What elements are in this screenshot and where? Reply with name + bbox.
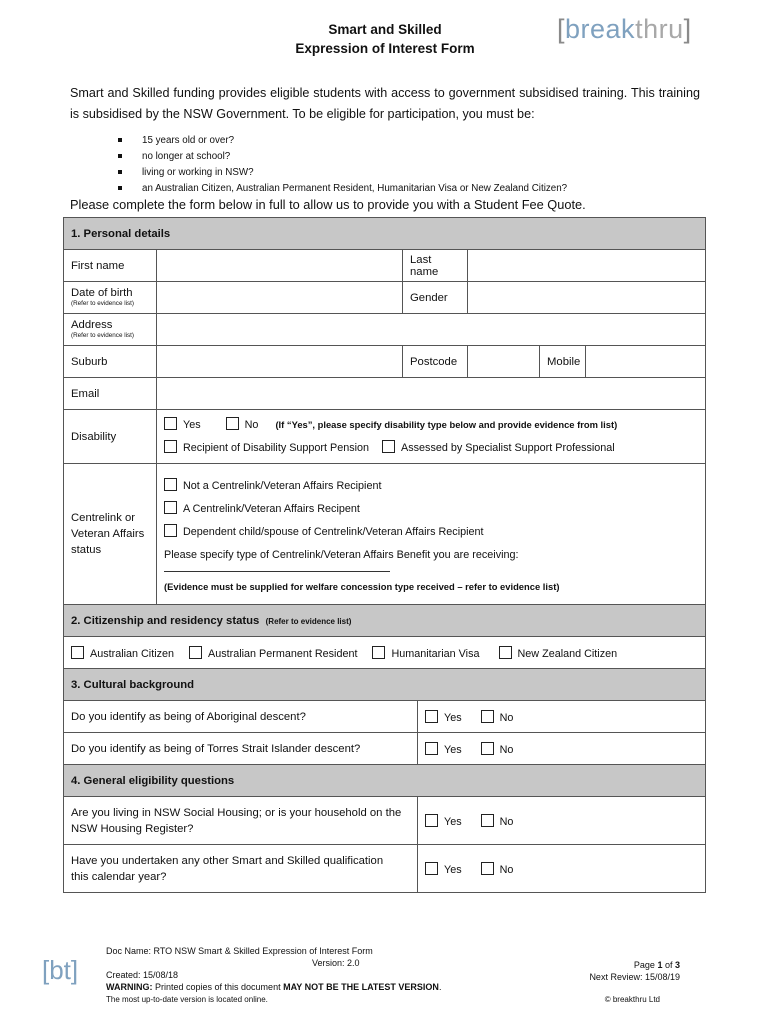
mobile-field[interactable] bbox=[586, 346, 706, 378]
specialist-assessed-checkbox[interactable] bbox=[382, 440, 395, 453]
complete-note: Please complete the form below in full to allow us to provide you with a Student Fee Quote. bbox=[70, 197, 586, 212]
warning-line: WARNING: Printed copies of this document MAY NOT BE THE LATEST VERSION. bbox=[106, 982, 442, 992]
copyright: © breakthru Ltd bbox=[604, 995, 660, 1004]
dependent-checkbox[interactable] bbox=[164, 524, 177, 537]
last-name-field[interactable] bbox=[468, 250, 706, 282]
disability-options: Yes No (If “Yes”, please specify disability type below and provide evidence from list) Recipient of Disability Support Pension Assessed by Specialist Support Professional bbox=[157, 410, 706, 464]
eoi-form-table: 1. Personal details First name Last name Date of birth (Refer to evidence list) Gender Address (Refer to evidence list) Suburb Postcode Mobile Email Disability Yes No (If “Yes”, please specify disability type below and provide evidence from list) Recipient of Disability Support Pension Assessed by Specialist Support Professional Centrelink or Veteran Affairs status Not a Centrelink/Veteran Affairs Recipient A Centrelink/Veteran Affairs Recipent Dependent child/spouse of Centrelink/Veteran Affairs Recipient Please specify type of Centrelink/Veteran Affairs Benefit you are receiving: (Evidence must be supplied for welfare concession type received – refer to evidence list) 2. Citizenship and residency status (Refer to evidence list) Australian Citizen Australian Permanent Resident Humanitarian Visa New Zealand Citizen 3. Cultural background Do you identify as being of Aboriginal descent? Yes No Do you identify as being of Torres Strait Islander descent? Yes No 4. General eligibility questions Are you living in NSW Social Housing; or is your household on the NSW Housing Register? Yes No Have you undertaken any other Smart and Skilled qualification this calendar year? Yes No bbox=[63, 217, 706, 893]
doc-name: Doc Name: RTO NSW Smart & Skilled Expression of Interest Form bbox=[106, 946, 373, 956]
not-recipient-checkbox[interactable] bbox=[164, 478, 177, 491]
section-title: 2. Citizenship and residency status bbox=[71, 614, 260, 627]
torres-strait-question: Do you identify as being of Torres Strait Islander descent? bbox=[64, 733, 418, 765]
list-item: 15 years old or over? bbox=[118, 133, 567, 149]
dob-field[interactable] bbox=[157, 282, 403, 314]
humanitarian-visa-checkbox[interactable] bbox=[372, 646, 385, 659]
address-field[interactable] bbox=[157, 314, 706, 346]
title-line-2: Expression of Interest Form bbox=[295, 41, 475, 56]
bullet-icon bbox=[118, 154, 122, 158]
dob-label: Date of birth (Refer to evidence list) bbox=[64, 282, 157, 314]
permanent-resident-checkbox[interactable] bbox=[189, 646, 202, 659]
bullet-icon bbox=[118, 186, 122, 190]
last-name-label: Last name bbox=[403, 250, 468, 282]
disability-support-pension-checkbox[interactable] bbox=[164, 440, 177, 453]
section-title: 3. Cultural background bbox=[64, 669, 706, 701]
eligibility-list bbox=[118, 133, 567, 197]
disability-no-checkbox[interactable] bbox=[226, 417, 239, 430]
torres-strait-no-checkbox[interactable] bbox=[481, 742, 494, 755]
suburb-label: Suburb bbox=[64, 346, 157, 378]
disability-yes-checkbox[interactable] bbox=[164, 417, 177, 430]
social-housing-question: Are you living in NSW Social Housing; or is your household on the NSW Housing Register? bbox=[64, 797, 418, 845]
section-2-header: 2. Citizenship and residency status (Refer to evidence list) bbox=[64, 605, 706, 637]
list-item: living or working in NSW? bbox=[118, 165, 567, 181]
postcode-label: Postcode bbox=[403, 346, 468, 378]
benefit-type-line[interactable] bbox=[164, 567, 390, 572]
suburb-field[interactable] bbox=[157, 346, 403, 378]
section-title: 1. Personal details bbox=[64, 218, 706, 250]
social-housing-yes-checkbox[interactable] bbox=[425, 814, 438, 827]
first-name-label: First name bbox=[64, 250, 157, 282]
first-name-field[interactable] bbox=[157, 250, 403, 282]
gender-label: Gender bbox=[403, 282, 468, 314]
australian-citizen-checkbox[interactable] bbox=[71, 646, 84, 659]
gender-field[interactable] bbox=[468, 282, 706, 314]
aboriginal-no-checkbox[interactable] bbox=[481, 710, 494, 723]
breakthru-logo: [breakthru] bbox=[557, 14, 692, 44]
centrelink-label: Centrelink or Veteran Affairs status bbox=[64, 464, 157, 605]
section-1-header bbox=[64, 218, 706, 250]
section-4-header bbox=[64, 765, 706, 797]
email-label: Email bbox=[64, 378, 157, 410]
other-qualification-question: Have you undertaken any other Smart and Skilled qualification this calendar year? bbox=[64, 845, 418, 893]
postcode-field[interactable] bbox=[468, 346, 540, 378]
email-field[interactable] bbox=[157, 378, 706, 410]
next-review: Next Review: 15/08/19 bbox=[589, 972, 680, 982]
footer-logo: [bt] bbox=[42, 955, 79, 985]
version: Version: 2.0 bbox=[312, 958, 360, 968]
section-title: 4. General eligibility questions bbox=[64, 765, 706, 797]
bullet-icon bbox=[118, 170, 122, 174]
nz-citizen-checkbox[interactable] bbox=[499, 646, 512, 659]
list-item: no longer at school? bbox=[118, 149, 567, 165]
bullet-icon bbox=[118, 138, 122, 142]
mobile-label: Mobile bbox=[540, 346, 586, 378]
evidence-note: (Evidence must be supplied for welfare concession type received – refer to evidence list) bbox=[164, 580, 560, 592]
torres-strait-yes-checkbox[interactable] bbox=[425, 742, 438, 755]
social-housing-no-checkbox[interactable] bbox=[481, 814, 494, 827]
citizenship-options: Australian Citizen Australian Permanent Resident Humanitarian Visa New Zealand Citizen bbox=[64, 637, 706, 669]
centrelink-options: Not a Centrelink/Veteran Affairs Recipient A Centrelink/Veteran Affairs Recipent Dependent child/spouse of Centrelink/Veteran Affairs Recipient Please specify type of Centrelink/Veteran Affairs Benefit you are receiving: (Evidence must be supplied for welfare concession type received – refer to evidence list) bbox=[157, 464, 706, 605]
list-item: an Australian Citizen, Australian Permanent Resident, Humanitarian Visa or New Zealand Citizen? bbox=[118, 181, 567, 197]
intro-paragraph: Smart and Skilled funding provides eligible students with access to government subsidised training. This training is subsidised by the NSW Government. To be eligible for participation, you must be: bbox=[70, 86, 700, 121]
recipient-checkbox[interactable] bbox=[164, 501, 177, 514]
created-date: Created: 15/08/18 bbox=[106, 970, 179, 980]
benefit-specify-label: Please specify type of Centrelink/Veteran Affairs Benefit you are receiving: bbox=[164, 548, 519, 561]
disability-label: Disability bbox=[64, 410, 157, 464]
aboriginal-yes-checkbox[interactable] bbox=[425, 710, 438, 723]
aboriginal-question: Do you identify as being of Aboriginal descent? bbox=[64, 701, 418, 733]
title-line-1: Smart and Skilled bbox=[328, 22, 442, 37]
other-qual-no-checkbox[interactable] bbox=[481, 862, 494, 875]
section-3-header bbox=[64, 669, 706, 701]
address-label: Address (Refer to evidence list) bbox=[64, 314, 157, 346]
other-qual-yes-checkbox[interactable] bbox=[425, 862, 438, 875]
online-note: The most up-to-date version is located online. bbox=[106, 995, 268, 1004]
page-number: Page 1 of 3 bbox=[633, 960, 680, 970]
